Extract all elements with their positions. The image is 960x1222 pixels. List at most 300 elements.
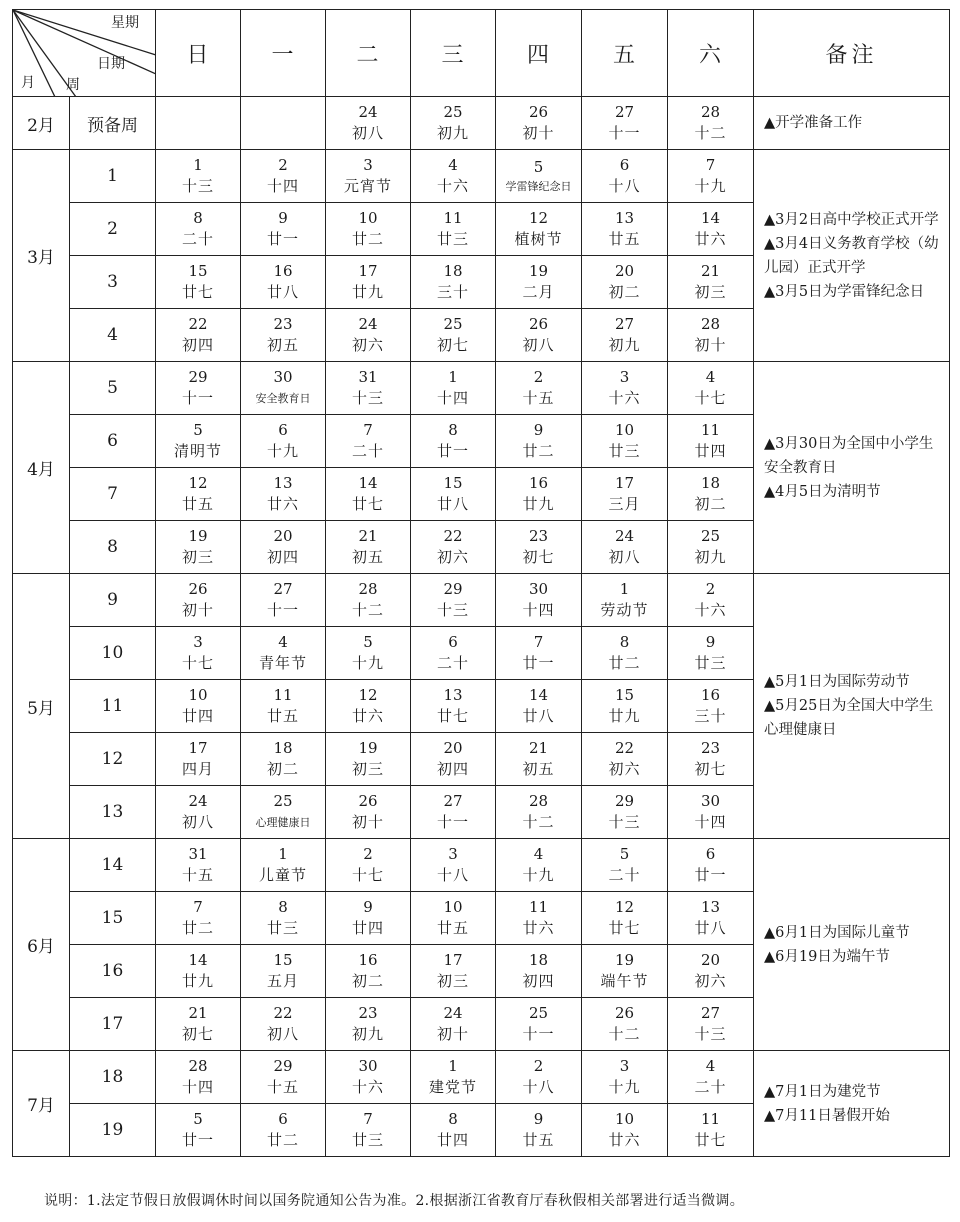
lunar-or-holiday-label: 十二 [351,601,384,619]
calendar-body [13,97,950,1157]
day-cell [326,521,411,574]
lunar-or-holiday-label: 二十 [181,230,214,248]
day-cell [241,786,326,839]
day-cell [411,468,496,521]
day-number: 6 [448,633,458,651]
day-cell [411,574,496,627]
day-number: 11 [273,686,293,704]
lunar-or-holiday-label: 廿二 [522,442,555,460]
remark-item: ▲3月2日高中学校正式开学 [764,211,939,228]
day-number: 29 [273,1057,293,1075]
lunar-or-holiday-label: 三十 [694,707,727,725]
day-number: 29 [443,580,463,598]
lunar-or-holiday-label: 初十 [436,1025,469,1043]
day-number: 16 [700,686,721,704]
day-cell [156,150,241,203]
day-cell [326,627,411,680]
day-cell [241,256,326,309]
week-row [13,150,950,203]
lunar-or-holiday-label: 十八 [608,177,641,195]
day-number: 24 [443,1004,463,1022]
day-cell [496,998,582,1051]
day-number: 26 [188,580,208,598]
corner-week-label: 周 [66,77,80,93]
week-number: 8 [70,521,156,574]
day-number: 7 [193,898,203,916]
lunar-or-holiday-label: 廿三 [436,230,469,248]
day-cell [156,521,241,574]
remarks-cell [754,362,950,574]
day-number: 31 [188,845,208,863]
lunar-or-holiday-label: 十九 [694,177,727,195]
day-number: 25 [443,315,463,333]
lunar-or-holiday-label: 廿五 [436,919,469,937]
day-cell [411,839,496,892]
week-number: 17 [70,998,156,1051]
day-cell [582,574,668,627]
lunar-or-holiday-label: 十九 [522,866,555,884]
day-number: 28 [188,1057,208,1075]
lunar-or-holiday-label: 二十 [351,442,384,460]
day-cell [156,203,241,256]
day-number: 30 [700,792,721,810]
day-cell [668,521,754,574]
remarks-header: 备注 [754,10,950,97]
day-cell [582,786,668,839]
week-number: 11 [70,680,156,733]
lunar-or-holiday-label: 初四 [266,548,299,566]
day-cell [241,309,326,362]
day-number: 4 [705,1057,716,1075]
lunar-or-holiday-label: 十九 [351,654,384,672]
day-number: 12 [188,474,208,492]
day-number: 13 [443,686,463,704]
day-cell [411,97,496,150]
lunar-or-holiday-label: 初十 [694,336,727,354]
week-number: 3 [70,256,156,309]
day-cell [668,1051,754,1104]
day-cell [496,680,582,733]
week-row [13,362,950,415]
day-cell [582,998,668,1051]
day-cell [326,733,411,786]
day-cell [582,362,668,415]
day-number: 21 [358,527,378,545]
week-number: 2 [70,203,156,256]
lunar-or-holiday-label: 廿八 [436,495,469,513]
lunar-or-holiday-label: 廿六 [266,495,299,513]
day-number: 9 [533,421,544,439]
day-number: 3 [448,845,458,863]
day-number: 8 [193,209,203,227]
day-cell [582,839,668,892]
lunar-or-holiday-label: 初二 [266,760,299,778]
remark-item: ▲5月25日为全国大中学生心理健康日 [764,698,934,738]
lunar-or-holiday-label: 十三 [181,177,214,195]
day-cell [156,680,241,733]
day-cell [496,468,582,521]
day-cell [241,150,326,203]
lunar-or-holiday-label: 十一 [436,813,469,831]
day-number: 8 [448,421,458,439]
day-cell [241,1051,326,1104]
lunar-or-holiday-label: 廿二 [351,230,384,248]
lunar-or-holiday-label: 初六 [436,548,469,566]
corner-date-label: 日期 [97,56,125,72]
lunar-or-holiday-label: 廿三 [608,442,641,460]
day-cell [241,574,326,627]
day-number: 7 [363,1110,373,1128]
day-cell [241,468,326,521]
day-number: 15 [443,474,463,492]
day-number: 8 [278,898,288,916]
day-cell [668,839,754,892]
lunar-or-holiday-label: 廿八 [522,707,555,725]
day-number: 1 [619,580,630,598]
day-number: 14 [358,474,378,492]
day-cell [241,97,326,150]
day-number: 13 [273,474,293,492]
day-cell [496,1051,582,1104]
lunar-or-holiday-label: 廿一 [436,442,469,460]
day-cell [411,521,496,574]
lunar-or-holiday-label: 四月 [181,760,214,778]
day-cell [582,680,668,733]
lunar-or-holiday-label: 三十 [436,283,469,301]
day-cell [326,468,411,521]
day-cell [326,680,411,733]
lunar-or-holiday-label: 十四 [694,813,727,831]
day-number: 27 [443,792,463,810]
lunar-or-holiday-label: 廿四 [436,1131,469,1149]
day-cell [326,309,411,362]
day-cell [411,945,496,998]
day-number: 27 [614,103,635,121]
day-number: 4 [705,368,716,386]
day-cell [156,892,241,945]
lunar-or-holiday-label: 初七 [181,1025,214,1043]
day-cell [496,839,582,892]
day-cell [156,97,241,150]
day-cell [326,998,411,1051]
lunar-or-holiday-label: 廿三 [266,919,299,937]
day-header-mon: 一 [241,10,326,97]
day-cell [582,309,668,362]
day-number: 4 [448,156,458,174]
day-cell [496,1104,582,1157]
lunar-or-holiday-label: 初四 [522,972,555,990]
lunar-or-holiday-label: 十一 [266,601,299,619]
day-cell [326,786,411,839]
day-cell [411,309,496,362]
day-cell [241,415,326,468]
lunar-or-holiday-label: 廿一 [522,654,555,672]
day-cell [241,839,326,892]
week-number: 6 [70,415,156,468]
day-cell [668,998,754,1051]
day-cell [668,627,754,680]
day-number: 26 [528,103,549,121]
day-number: 22 [273,1004,293,1022]
day-number: 19 [188,527,208,545]
day-number: 14 [700,209,721,227]
day-cell [582,1051,668,1104]
lunar-or-holiday-label: 廿九 [351,283,384,301]
day-cell [241,362,326,415]
remarks-cell [754,150,950,362]
day-cell [668,945,754,998]
month-label: 4月 [13,362,70,574]
day-number: 31 [358,368,378,386]
week-number: 1 [70,150,156,203]
lunar-or-holiday-label: 初三 [694,283,727,301]
day-cell [668,97,754,150]
lunar-or-holiday-label: 廿六 [351,707,384,725]
day-number: 16 [273,262,293,280]
lunar-or-holiday-label: 初六 [351,336,384,354]
day-cell [582,521,668,574]
remark-item: ▲6月1日为国际儿童节 [764,924,910,941]
day-number: 5 [619,845,630,863]
day-number: 25 [443,103,463,121]
day-cell [241,733,326,786]
day-cell [668,256,754,309]
day-number: 18 [700,474,721,492]
day-cell [668,574,754,627]
lunar-or-holiday-label: 初四 [181,336,214,354]
day-cell [668,362,754,415]
day-cell [411,150,496,203]
day-cell [156,1104,241,1157]
day-number: 5 [363,633,373,651]
day-cell [156,1051,241,1104]
month-label: 2月 [13,97,70,150]
week-number: 16 [70,945,156,998]
lunar-or-holiday-label: 初三 [436,972,469,990]
day-number: 20 [700,951,721,969]
lunar-or-holiday-label: 初七 [522,548,555,566]
day-cell [241,998,326,1051]
day-number: 2 [533,368,544,386]
lunar-or-holiday-label: 廿九 [522,495,555,513]
day-cell [668,150,754,203]
day-number: 22 [443,527,463,545]
remarks-cell [754,1051,950,1157]
day-cell [668,786,754,839]
week-number: 预备周 [70,97,156,150]
lunar-or-holiday-label: 十五 [522,389,555,407]
day-number: 20 [614,262,635,280]
week-number: 4 [70,309,156,362]
lunar-or-holiday-label: 十二 [694,124,727,142]
day-cell [496,892,582,945]
day-header-fri: 五 [582,10,668,97]
lunar-or-holiday-label: 廿九 [608,707,641,725]
day-cell [411,733,496,786]
remarks-cell [754,97,950,150]
lunar-or-holiday-label: 十三 [351,389,384,407]
lunar-or-holiday-label: 十二 [608,1025,641,1043]
lunar-or-holiday-label: 廿四 [181,707,214,725]
week-number: 13 [70,786,156,839]
day-number: 19 [358,739,378,757]
week-number: 12 [70,733,156,786]
day-cell [156,415,241,468]
day-number: 19 [614,951,635,969]
day-cell [411,892,496,945]
lunar-or-holiday-label: 初八 [181,813,214,831]
lunar-or-holiday-label: 三月 [608,495,641,513]
day-cell [156,786,241,839]
day-number: 3 [619,1057,630,1075]
day-cell [411,415,496,468]
lunar-or-holiday-label: 廿七 [608,919,641,937]
lunar-or-holiday-label: 初五 [522,760,555,778]
corner-weekday-label: 星期 [111,15,139,31]
day-number: 1 [448,1057,458,1075]
day-number: 16 [528,474,549,492]
day-cell [411,203,496,256]
day-cell [496,203,582,256]
day-cell [326,203,411,256]
month-label: 3月 [13,150,70,362]
lunar-or-holiday-label: 初二 [351,972,384,990]
day-number: 24 [614,527,635,545]
lunar-or-holiday-label: 端午节 [600,972,649,990]
lunar-or-holiday-label: 廿六 [694,230,727,248]
corner-month-label: 月 [21,75,35,91]
day-number: 5 [193,1110,203,1128]
lunar-or-holiday-label: 初七 [436,336,469,354]
day-cell [241,1104,326,1157]
remark-item: ▲7月1日为建党节 [764,1083,881,1100]
week-number: 14 [70,839,156,892]
day-number: 21 [528,739,549,757]
lunar-or-holiday-label: 十七 [694,389,727,407]
day-number: 2 [363,845,373,863]
day-number: 11 [443,209,463,227]
lunar-or-holiday-label: 十七 [181,654,214,672]
day-number: 4 [278,633,288,651]
lunar-or-holiday-label: 廿三 [694,654,727,672]
day-number: 30 [358,1057,378,1075]
month-label: 7月 [13,1051,70,1157]
day-cell [496,945,582,998]
week-row [13,97,950,150]
day-cell [241,627,326,680]
lunar-or-holiday-label: 初五 [351,548,384,566]
day-number: 28 [700,103,721,121]
day-number: 10 [614,1110,635,1128]
lunar-or-holiday-label: 学雷锋纪念日 [505,180,572,193]
lunar-or-holiday-label: 初六 [694,972,727,990]
day-number: 22 [188,315,208,333]
lunar-or-holiday-label: 心理健康日 [255,816,311,829]
lunar-or-holiday-label: 初八 [266,1025,299,1043]
week-number: 5 [70,362,156,415]
day-number: 24 [358,315,378,333]
day-cell [411,998,496,1051]
lunar-or-holiday-label: 建党节 [428,1078,477,1096]
day-number: 25 [528,1004,549,1022]
lunar-or-holiday-label: 二十 [436,654,469,672]
lunar-or-holiday-label: 廿一 [181,1131,214,1149]
day-number: 28 [700,315,721,333]
lunar-or-holiday-label: 五月 [266,972,299,990]
day-cell [668,468,754,521]
day-number: 22 [614,739,635,757]
lunar-or-holiday-label: 初二 [694,495,727,513]
day-number: 10 [614,421,635,439]
day-cell [668,680,754,733]
lunar-or-holiday-label: 初十 [351,813,384,831]
day-cell [668,892,754,945]
week-number: 7 [70,468,156,521]
day-cell [241,892,326,945]
day-cell [326,256,411,309]
day-number: 1 [193,156,203,174]
day-cell [496,627,582,680]
lunar-or-holiday-label: 十四 [266,177,299,195]
lunar-or-holiday-label: 初四 [436,760,469,778]
lunar-or-holiday-label: 初十 [522,124,555,142]
day-number: 3 [363,156,373,174]
day-cell [496,256,582,309]
lunar-or-holiday-label: 廿六 [608,1131,641,1149]
lunar-or-holiday-label: 十六 [436,177,469,195]
day-cell [326,150,411,203]
day-number: 9 [278,209,288,227]
lunar-or-holiday-label: 十三 [436,601,469,619]
day-number: 10 [443,898,463,916]
day-cell [582,468,668,521]
lunar-or-holiday-label: 十四 [522,601,555,619]
lunar-or-holiday-label: 廿七 [694,1131,727,1149]
day-number: 13 [700,898,721,916]
day-number: 25 [273,792,293,810]
lunar-or-holiday-label: 十七 [351,866,384,884]
lunar-or-holiday-label: 初九 [694,548,727,566]
day-number: 17 [443,951,463,969]
day-number: 16 [358,951,378,969]
day-number: 28 [358,580,378,598]
day-number: 30 [528,580,549,598]
day-number: 28 [528,792,549,810]
day-cell [326,839,411,892]
day-cell [668,733,754,786]
day-number: 18 [443,262,463,280]
lunar-or-holiday-label: 廿七 [436,707,469,725]
day-cell [496,733,582,786]
remark-item: ▲3月30日为全国中小学生安全教育日 [764,435,934,476]
day-number: 27 [273,580,293,598]
day-cell [241,680,326,733]
day-cell [582,150,668,203]
day-number: 14 [188,951,208,969]
lunar-or-holiday-label: 初八 [608,548,641,566]
day-number: 6 [619,156,630,174]
day-cell [156,256,241,309]
week-row [13,1051,950,1104]
day-cell [156,839,241,892]
lunar-or-holiday-label: 十六 [351,1078,384,1096]
lunar-or-holiday-label: 廿二 [181,919,214,937]
day-header-sat: 六 [668,10,754,97]
day-number: 17 [614,474,635,492]
lunar-or-holiday-label: 二月 [522,283,555,301]
day-number: 17 [188,739,208,757]
day-cell [496,362,582,415]
